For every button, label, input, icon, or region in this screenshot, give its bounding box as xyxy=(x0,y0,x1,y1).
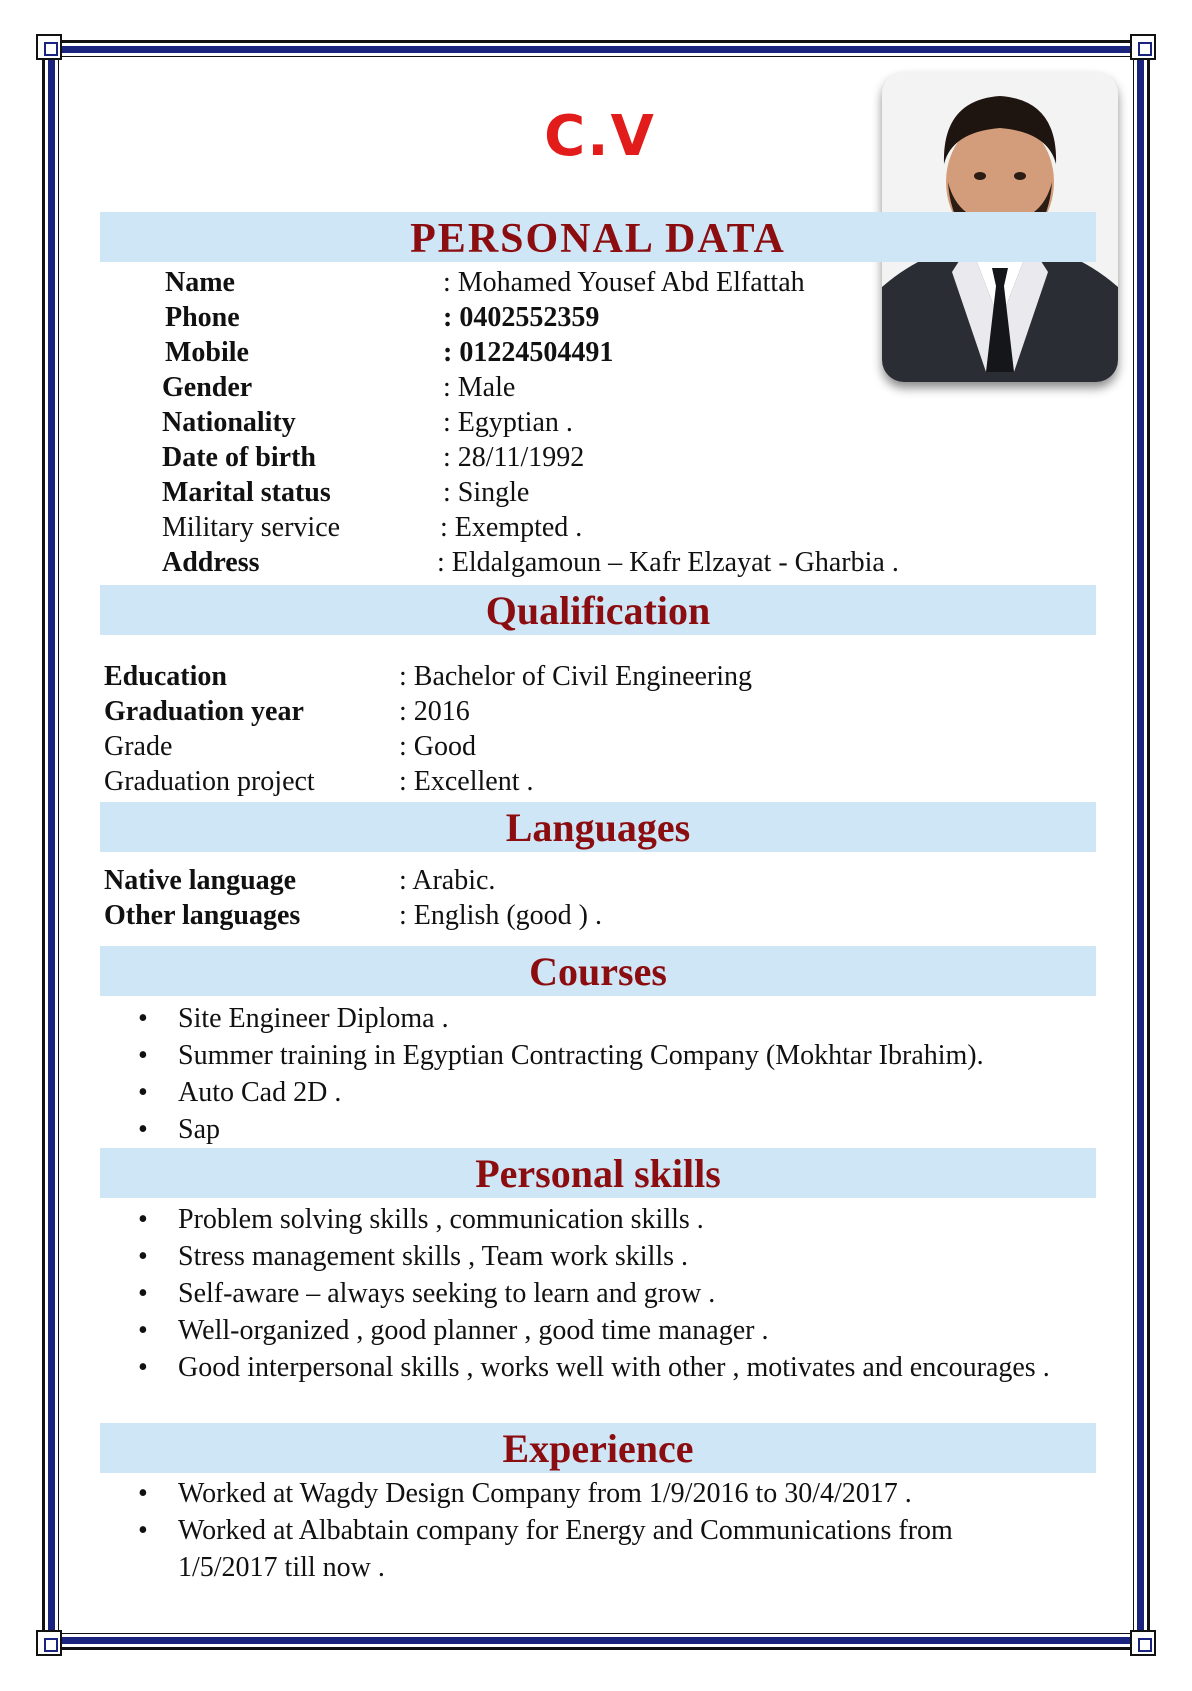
skill-item: • Good interpersonal skills , works well with other , motivates and encourages . xyxy=(100,1349,1058,1386)
skill-item: • Problem solving skills , communication skills . xyxy=(100,1201,1058,1238)
nationality-value: : Egyptian . xyxy=(443,407,573,438)
education-value: : Bachelor of Civil Engineering xyxy=(399,661,753,692)
dob-value: : 28/11/1992 xyxy=(443,442,585,473)
experience-list xyxy=(100,1475,1058,1586)
course-item: • Site Engineer Diploma . xyxy=(100,1000,984,1037)
skill-item: • Stress management skills , Team work skills . xyxy=(100,1238,1058,1275)
frame-corner-top-left xyxy=(36,34,62,60)
gender-label: Gender xyxy=(162,372,253,403)
address-label: Address xyxy=(162,547,260,578)
nationality-label: Nationality xyxy=(162,407,296,438)
cv-title: C.V xyxy=(544,104,656,169)
course-item: • Summer training in Egyptian Contracting Company (Mokhtar Ibrahim). xyxy=(100,1037,984,1074)
course-item: • Auto Cad 2D . xyxy=(100,1074,984,1111)
marital-status-value: : Single xyxy=(443,477,530,508)
other-languages-value: : English (good ) . xyxy=(399,900,602,931)
section-heading-courses: Courses xyxy=(529,949,667,994)
graduation-project-value: : Excellent . xyxy=(399,766,534,797)
section-heading-experience: Experience xyxy=(502,1426,694,1471)
skills-list xyxy=(100,1201,1058,1386)
section-heading-personal: PERSONAL DATA xyxy=(410,216,786,262)
other-languages-label: Other languages xyxy=(104,900,301,931)
grade-label: Grade xyxy=(104,731,173,762)
name-value: : Mohamed Yousef Abd Elfattah xyxy=(443,267,805,298)
courses-list xyxy=(100,1000,984,1148)
marital-status-label: Marital status xyxy=(162,477,331,508)
course-item: • Sap xyxy=(100,1111,984,1148)
dob-label: Date of birth xyxy=(162,442,316,473)
education-label: Education xyxy=(104,661,227,692)
phone-value: : 0402552359 xyxy=(443,302,600,333)
frame-corner-top-right xyxy=(1130,34,1156,60)
address-value: : Eldalgamoun – Kafr Elzayat - Gharbia . xyxy=(437,547,899,578)
skill-item: • Self-aware – always seeking to learn and grow . xyxy=(100,1275,1058,1312)
military-service-label: Military service xyxy=(162,512,341,543)
phone-label: Phone xyxy=(165,302,240,333)
name-label: Name xyxy=(165,267,235,298)
experience-item: • Worked at Wagdy Design Company from 1/9/2016 to 30/4/2017 . xyxy=(100,1475,1058,1512)
native-language-value: : Arabic. xyxy=(399,865,496,896)
military-service-value: : Exempted . xyxy=(440,512,583,543)
gender-value: : Male xyxy=(443,372,516,403)
frame-corner-bottom-right xyxy=(1130,1630,1156,1656)
section-heading-skills: Personal skills xyxy=(475,1151,721,1196)
skill-item: • Well-organized , good planner , good time manager . xyxy=(100,1312,1058,1349)
section-heading-languages: Languages xyxy=(505,805,691,850)
mobile-label: Mobile xyxy=(165,337,249,368)
graduation-year-value: : 2016 xyxy=(399,696,470,727)
graduation-year-label: Graduation year xyxy=(104,696,304,727)
frame-corner-bottom-left xyxy=(36,1630,62,1656)
section-heading-qualification: Qualification xyxy=(485,588,711,633)
experience-item: • Worked at Albabtain company for Energy and Communications from 1/5/2017 till now . xyxy=(100,1512,1058,1586)
native-language-label: Native language xyxy=(104,865,297,896)
graduation-project-label: Graduation project xyxy=(104,766,315,797)
grade-value: : Good xyxy=(399,731,476,762)
mobile-value: : 01224504491 xyxy=(443,337,614,368)
